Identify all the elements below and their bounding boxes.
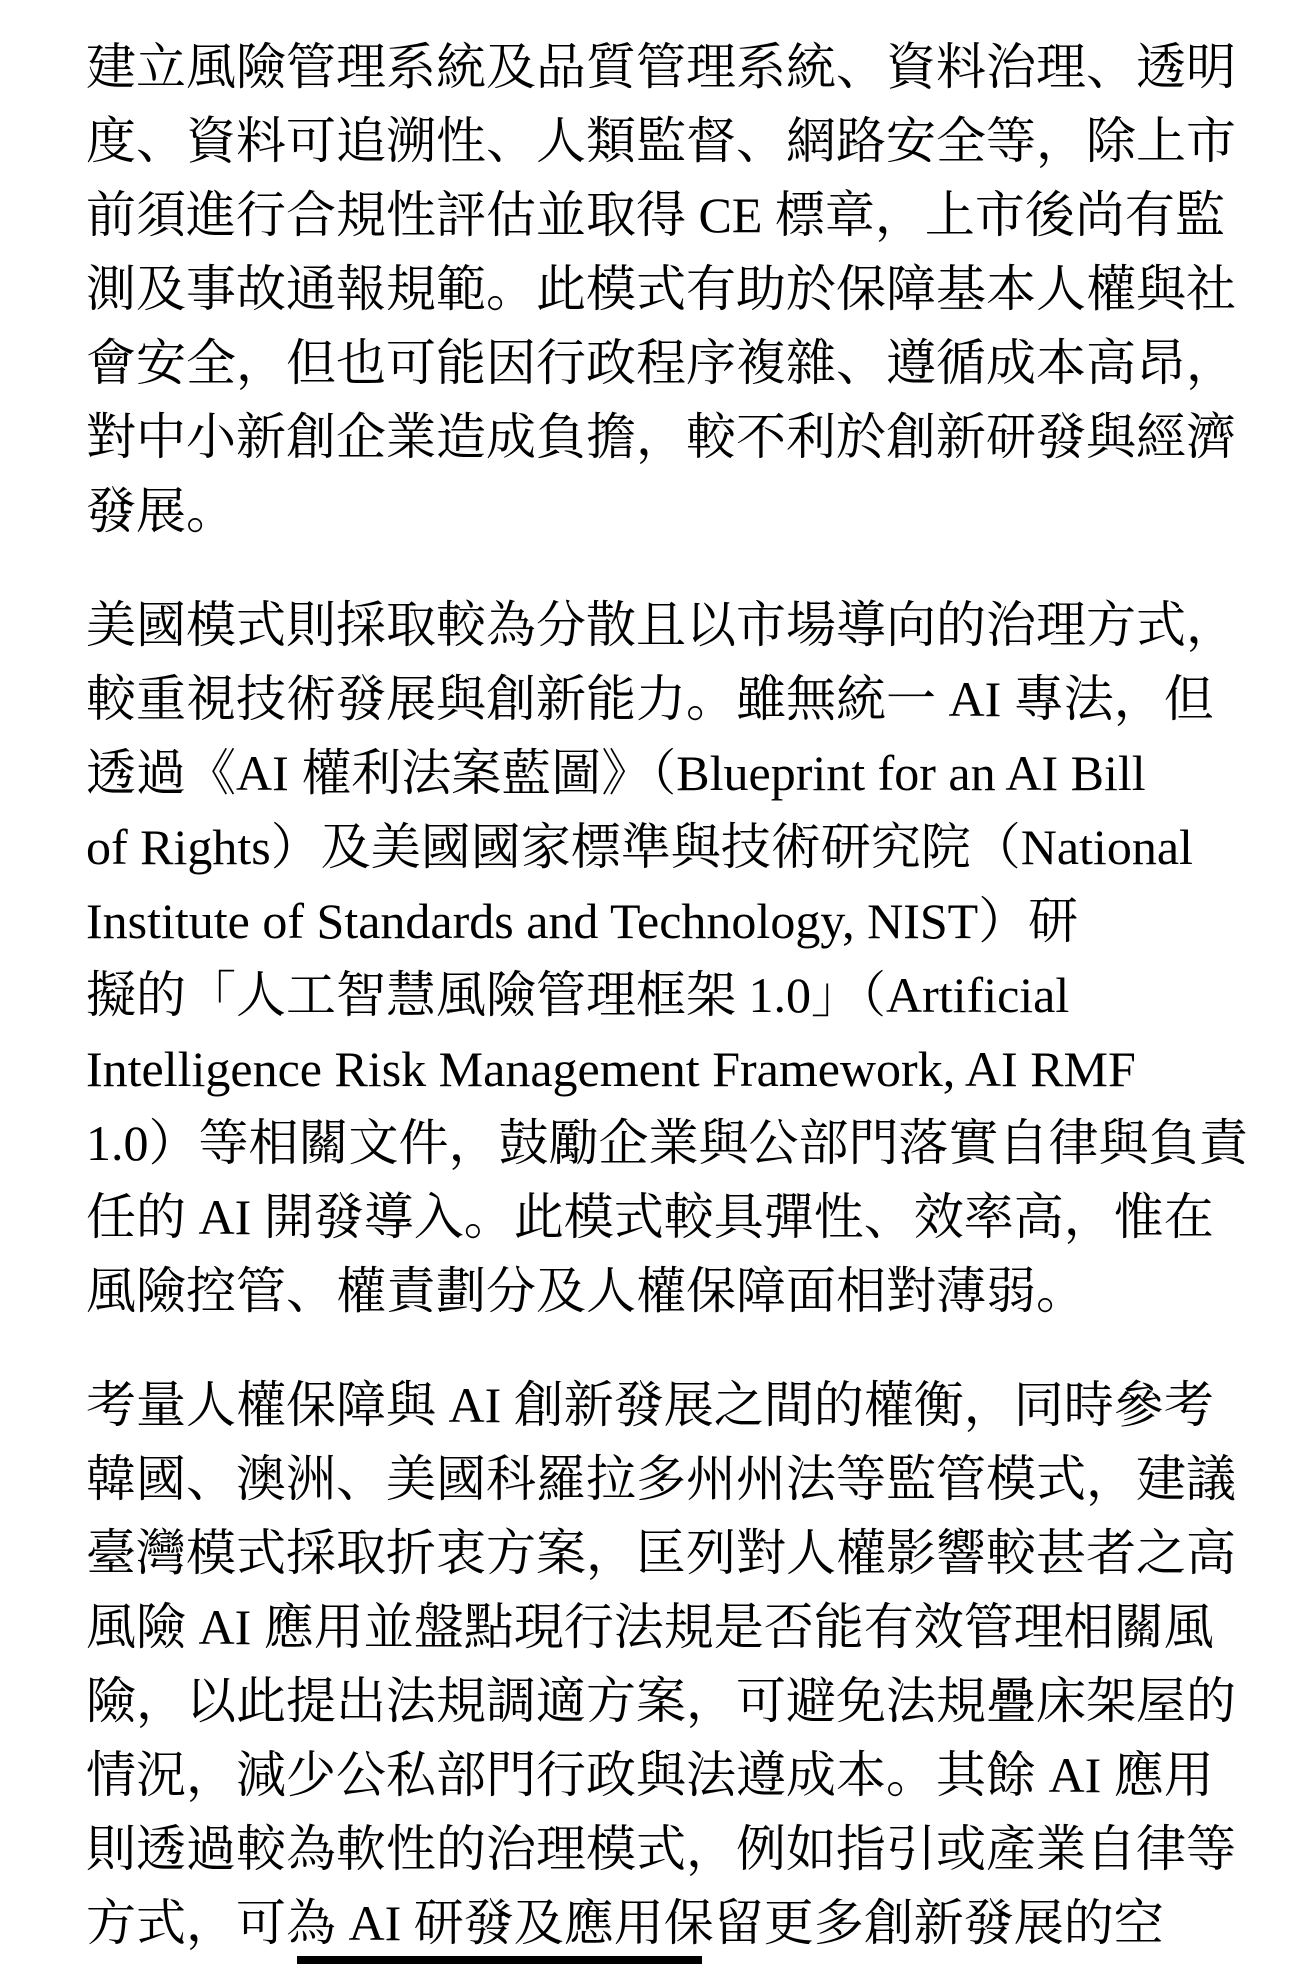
text-line: 對中小新創企業造成負擔，較不利於創新研發與經濟 [86,409,1236,465]
text-line: 建立風險管理系統及品質管理系統、資料治理、透明 [86,39,1236,95]
text-line: 較重視技術發展與創新能力。雖無統一 AI 專法，但 [86,671,1214,727]
clipped-next-line-text [297,1956,702,1964]
text-line: 韓國、澳洲、美國科羅拉多州州法等監管模式，建議 [86,1451,1236,1507]
text-line: 考量人權保障與 AI 創新發展之間的權衡，同時參考 [86,1377,1214,1433]
text-line: 風險控管、權責劃分及人權保障面相對薄弱。 [86,1263,1086,1319]
text-line: Institute of Standards and Technology, NIST）研 [86,893,1079,949]
text-line: 發展。 [86,483,236,539]
text-line: 臺灣模式採取折衷方案，匡列對人權影響較甚者之高 [86,1525,1236,1581]
text-line: 則透過較為軟性的治理模式，例如指引或產業自律等 [86,1821,1236,1877]
text-line: 測及事故通報規範。此模式有助於保障基本人權與社 [86,261,1236,317]
text-line: 任的 AI 開發導入。此模式較具彈性、效率高，惟在 [86,1189,1214,1245]
text-line: 前須進行合規性評估並取得 CE 標章，上市後尚有監 [86,187,1225,243]
text-line: 透過《AI 權利法案藍圖》（Blueprint for an AI Bill [86,745,1146,801]
text-line: 1.0）等相關文件，鼓勵企業與公部門落實自律與負責 [86,1115,1249,1171]
text-line: 會安全，但也可能因行政程序複雜、遵循成本高昂， [86,335,1236,391]
text-line: 度、資料可追溯性、人類監督、網路安全等，除上市 [86,113,1236,169]
text-line: 美國模式則採取較為分散且以市場導向的治理方式， [86,597,1236,653]
text-line: 險，以此提出法規調適方案，可避免法規疊床架屋的 [86,1673,1236,1729]
text-line: 情況，減少公私部門行政與法遵成本。其餘 AI 應用 [86,1747,1214,1803]
text-line: Intelligence Risk Management Framework, AI RMF [86,1041,1136,1097]
text-line: of Rights）及美國國家標準與技術研究院（National [86,819,1193,875]
text-line: 方式，可為 AI 研發及應用保留更多創新發展的空 [86,1895,1164,1951]
paragraph-eu-model [86,30,1244,548]
paragraph-us-model [86,588,1249,1328]
text-line: 風險 AI 應用並盤點現行法規是否能有效管理相關風 [86,1599,1214,1655]
text-line: 擬的「人工智慧風險管理框架 1.0」（Artificial [86,967,1070,1023]
paragraph-taiwan-recommendation [86,1368,1244,1960]
